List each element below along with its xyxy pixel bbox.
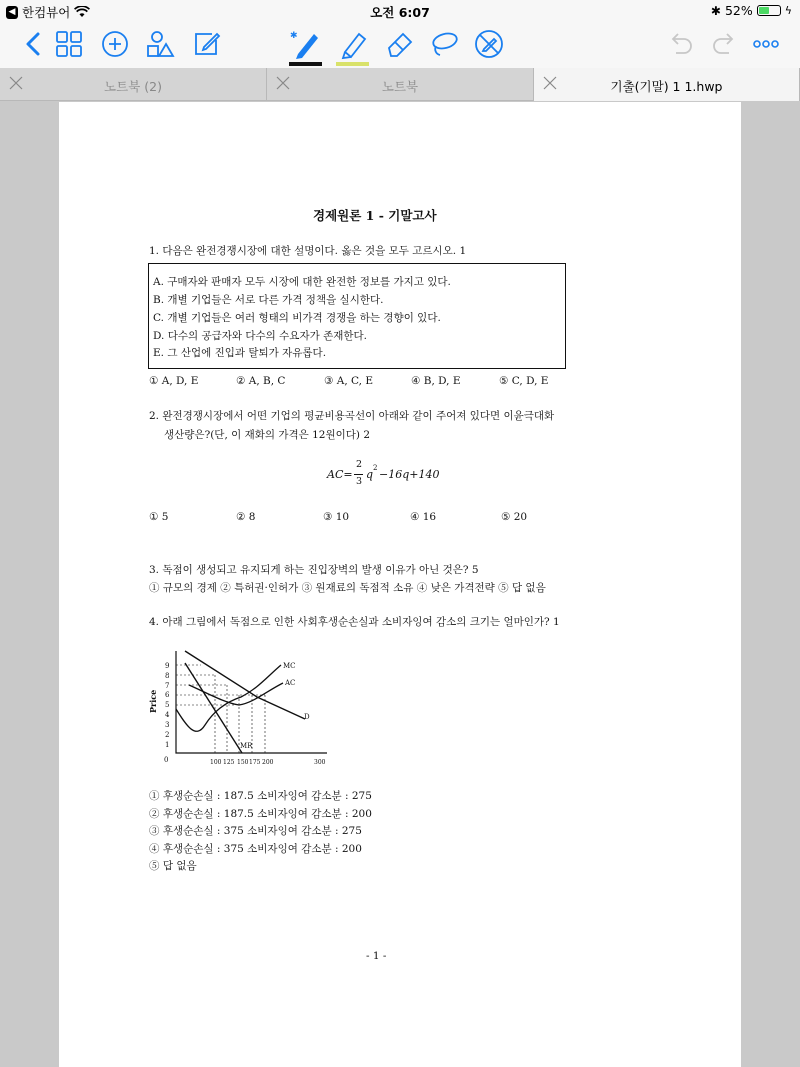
y-tick: 4: [165, 711, 170, 719]
q4-stem: 4. 아래 그림에서 독점으로 인한 사회후생순손실과 소비자잉여 감소의 크기는 얼마인가? 1: [149, 616, 560, 628]
q1-statement: A. 구매자와 판매자 모두 시장에 대한 완전한 정보를 가지고 있다.: [153, 276, 451, 288]
graph-origin: 0: [164, 756, 169, 764]
q1-statement: B. 개별 기업들은 서로 다른 가격 정책을 실시한다.: [153, 294, 384, 306]
pen-icon[interactable]: [288, 28, 322, 66]
tab-notebook[interactable]: [267, 68, 534, 101]
toolbar: [0, 22, 800, 68]
q2-option: ⑤ 20: [501, 511, 528, 523]
y-tick: 6: [165, 691, 170, 699]
battery-icon: [757, 5, 781, 16]
tab-label: 기출(기말) 1 1.hwp: [610, 79, 723, 94]
edit-icon[interactable]: [190, 28, 222, 60]
y-tick: 7: [165, 682, 170, 690]
add-icon[interactable]: [99, 28, 131, 60]
y-tick: 2: [165, 731, 170, 739]
q1-statement: D. 다수의 공급자와 다수의 수요자가 존재한다.: [153, 330, 367, 342]
y-tick: 8: [165, 672, 170, 680]
document-title: 경제원론 1 - 기말고사: [313, 208, 437, 223]
grid-icon[interactable]: [53, 28, 85, 60]
document-viewer[interactable]: [0, 102, 800, 1067]
d-label: D: [304, 713, 310, 721]
x-tick: 100: [210, 759, 222, 766]
q4-option: ② 후생순손실 : 187.5 소비자잉여 감소분 : 200: [149, 808, 372, 820]
tab-notebook-2[interactable]: [0, 68, 267, 101]
x-tick: 150: [237, 759, 249, 766]
tab-exam-file[interactable]: [534, 68, 800, 101]
disable-pen-icon[interactable]: [473, 28, 505, 60]
q4-option: ⑤ 답 없음: [149, 860, 197, 872]
charging-icon: ϟ: [784, 4, 792, 17]
back-to-app-icon[interactable]: ◀: [6, 6, 18, 19]
formula-denominator: 3: [356, 476, 363, 487]
q4-option: ① 후생순손실 : 187.5 소비자잉여 감소분 : 275: [149, 790, 372, 802]
q1-statement: E. 그 산업에 진입과 탈퇴가 자유롭다.: [153, 347, 327, 359]
q2-stem-line2: 생산량은?(단, 이 재화의 가격은 12원이다) 2: [164, 429, 371, 441]
tab-label: 노트북 (2): [104, 79, 162, 94]
tab-label: 노트북: [381, 79, 419, 94]
q1-option: ④ B, D, E: [411, 375, 461, 387]
q1-option: ③ A, C, E: [324, 375, 374, 387]
y-tick: 1: [165, 741, 170, 749]
x-tick: 300: [314, 759, 326, 766]
q1-option: ① A, D, E: [149, 375, 199, 387]
q1-stem: 1. 다음은 완전경쟁시장에 대한 설명이다. 옳은 것을 모두 고르시오. 1: [149, 245, 467, 257]
formula-numerator: 2: [356, 459, 363, 470]
bluetooth-icon: ✱: [710, 3, 721, 18]
graph-ylabel: Price: [148, 689, 158, 713]
cost-revenue-graph: [145, 647, 335, 769]
back-icon[interactable]: [18, 28, 50, 60]
q3-stem: 3. 독점이 생성되고 유지되게 하는 진입장벽의 발생 이유가 아닌 것은? 5: [149, 564, 479, 576]
q2-option: ③ 10: [323, 511, 350, 523]
q2-formula: [327, 468, 353, 481]
ac-label: AC: [285, 679, 296, 687]
formula-lhs: AC=: [327, 468, 353, 481]
q2-stem-line1: 2. 완전경쟁시장에서 어떤 기업의 평균비용곡선이 아래와 같이 주어져 있다면 이윤극대화: [149, 410, 555, 422]
q2-option: ④ 16: [410, 511, 437, 523]
y-tick: 3: [165, 721, 170, 729]
x-tick: 175: [249, 759, 261, 766]
redo-icon[interactable]: [709, 28, 741, 60]
highlighter-icon[interactable]: [335, 28, 369, 66]
q2-option: ② 8: [236, 511, 256, 523]
y-tick: 9: [165, 662, 170, 670]
q4-option: ④ 후생순손실 : 375 소비자잉여 감소분 : 200: [149, 843, 362, 855]
lasso-icon[interactable]: [428, 28, 460, 60]
formula-variable: q: [366, 468, 374, 481]
q4-option: ③ 후생순손실 : 375 소비자잉여 감소분 : 275: [149, 825, 362, 837]
formula-fraction-bar: [354, 474, 363, 475]
q1-statement: C. 개별 기업들은 여러 형태의 비가격 경쟁을 하는 경향이 있다.: [153, 312, 441, 324]
shapes-icon[interactable]: [144, 28, 176, 60]
y-tick: 5: [165, 701, 170, 709]
x-tick: 200: [262, 759, 274, 766]
source-app-label[interactable]: 한컴뷰어: [22, 5, 71, 20]
q1-option: ② A, B, C: [236, 375, 286, 387]
q2-option: ① 5: [149, 511, 169, 523]
mr-curve: [185, 663, 242, 753]
status-bar: [0, 0, 800, 22]
more-icon[interactable]: [750, 28, 782, 60]
undo-icon[interactable]: [664, 28, 696, 60]
eraser-icon[interactable]: [383, 28, 415, 60]
svg-text:✱: ✱: [290, 31, 298, 41]
mc-label: MC: [283, 662, 296, 670]
formula-rest: −16q+140: [379, 468, 440, 481]
tab-bar: [0, 68, 800, 101]
formula-exponent: 2: [373, 464, 378, 472]
page-number: - 1 -: [366, 950, 387, 962]
mr-label: MR: [240, 742, 253, 750]
battery-percent: 52%: [724, 3, 753, 18]
clock: 오전 6:07: [370, 5, 430, 20]
document-page: [59, 102, 741, 1067]
x-tick: 125: [223, 759, 235, 766]
graph-axes: [176, 651, 327, 753]
q1-option: ⑤ C, D, E: [499, 375, 549, 387]
q3-options: ① 규모의 경제 ② 특허권·인허가 ③ 원재료의 독점적 소유 ④ 낮은 가격전략 ⑤ 답 없음: [149, 582, 546, 594]
